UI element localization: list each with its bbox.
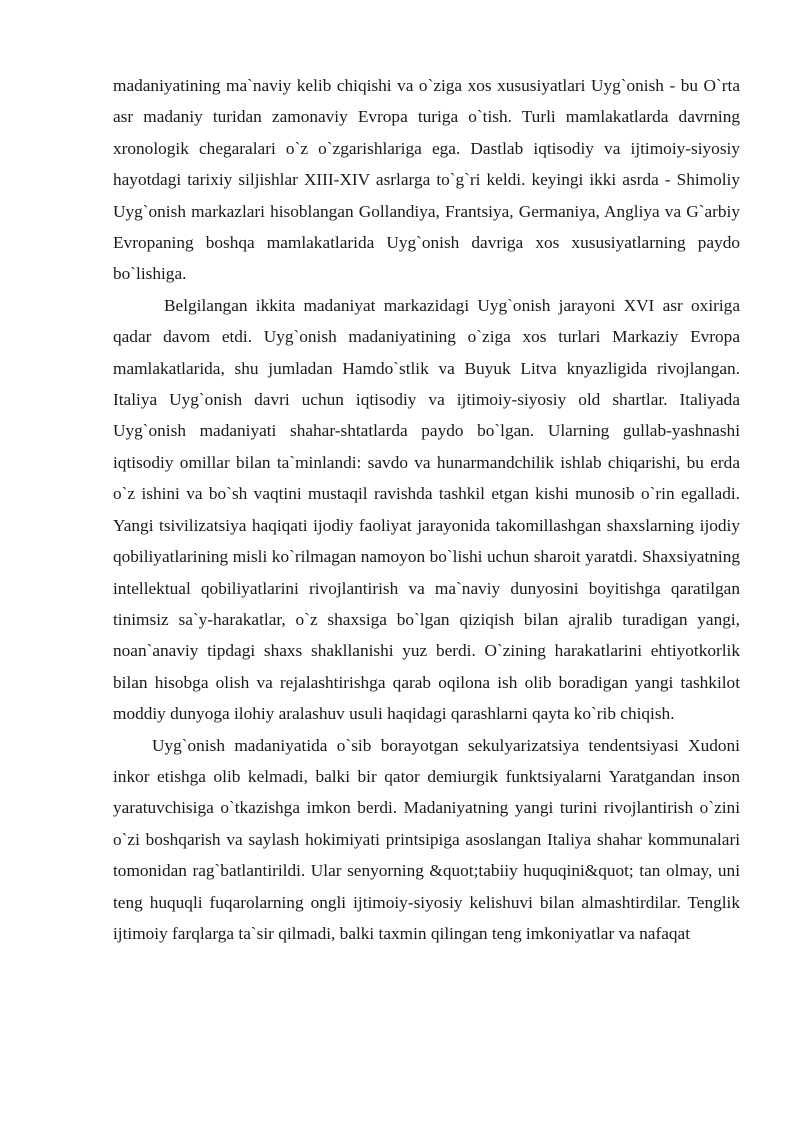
paragraph-3: Uyg`onish madaniyatida o`sib borayotgan sekulyarizatsiya tendentsiyasi Xudoni inkor etishga olib kelmadi, balki bir qator demiurgik funktsiyalarni Yaratgandan inson yaratuvchisiga o`tkazishga imkon berdi. Madaniyatning yangi turini rivojlantirish o`zini o`zi boshqarish va saylash hokimiyati printsipiga asoslangan Italiya shahar kommunalari tomonidan rag`batlantirildi. Ular senyorning &quot;tabiiy huquqini&quot; tan olmay, uni teng huquqli fuqarolarning ongli ijtimoiy-siyosiy kelishuvi bilan almashtirdilar. Tenglik ijtimoiy farqlarga ta`sir qilmadi, balki taxmin qilingan teng imkoniyatlar va nafaqat [113,735,740,943]
paragraph-1: madaniyatining ma`naviy kelib chiqishi va o`ziga xos xususiyatlari Uyg`onish - bu O`rta asr madaniy turidan zamonaviy Evropa turiga o`tish. Turli mamlakatlarda davrning xronologik chegaralari o`z o`zgarishlariga ega. Dastlab iqtisodiy va ijtimoiy-siyosiy hayotdagi tarixiy siljishlar XIII-XIV asrlarga to`g`ri keldi. keyingi ikki asrda - Shimoliy Uyg`onish markazlari hisoblangan Gollandiya, Frantsiya, Germaniya, Angliya va G`arbiy Evropaning boshqa mamlakatlarida Uyg`onish davriga xos xususiyatlarning paydo bo`lishiga. [113,76,740,284]
paragraph-2: Belgilangan ikkita madaniyat markazidagi Uyg`onish jarayoni XVI asr oxiriga qadar davom etdi. Uyg`onish madaniyatining o`ziga xos turlari Markaziy Evropa mamlakatlarida, shu jumladan Hamdo`stlik va Buyuk Litva knyazligida rivojlangan. Italiya Uyg`onish davri uchun iqtisodiy va ijtimoiy-siyosiy old shartlar. Italiyada Uyg`onish madaniyati shahar-shtatlarda paydo bo`lgan. Ularning gullab-yashnashi iqtisodiy omillar bilan ta`minlandi: savdo va hunarmandchilik ishlab chiqarishi, bu erda o`z ishini va bo`sh vaqtini mustaqil ravishda tashkil etgan kishi munosib o`rin egalladi. Yangi tsivilizatsiya haqiqati ijodiy faoliyat jarayonida takomillashgan shaxslarning ijodiy qobiliyatlarining misli ko`rilmagan namoyon bo`lishi uchun sharoit yaratdi. Shaxsiyatning intellektual qobiliyatlarini rivojlantirish va ma`naviy dunyosini boyitishga qaratilgan tinimsiz sa`y-harakatlar, o`z shaxsiga bo`lgan qiziqish bilan ajralib turadigan yangi, noan`anaviy tipdagi shaxs shakllanishi yuz berdi. O`zining harakatlarini ehtiyotkorlik bilan hisobga olish va rejalashtirishga qarab oqilona ish olib boradigan yangi tashkilot moddiy dunyoga ilohiy aralashuv usuli haqidagi qarashlarni qayta ko`rib chiqish. [113,295,740,724]
document-body [113,70,740,949]
